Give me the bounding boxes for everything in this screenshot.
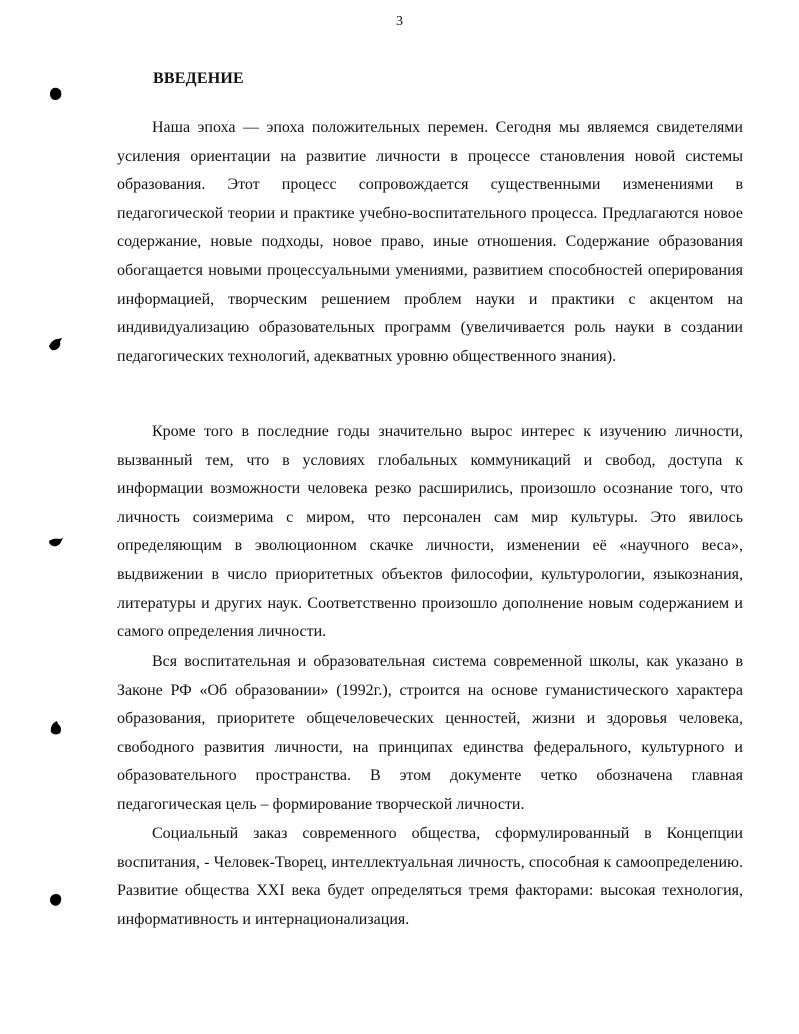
- paragraph-4: Социальный заказ современного общества, сформулированный в Концепции воспитания, - Человек-Творец, интеллектуальная личность, способная к самоопределению. Развитие общества XXI века будет определяться тремя факторами: высокая технология, информативность и интернационализация.: [117, 825, 743, 928]
- paragraph-1: Наша эпоха — эпоха положительных перемен. Сегодня мы являемся свидетелями усиления ориентации на развитие личности в процессе становления новой системы образования. Этот процесс сопровождается существенными изменениями в педагогической теории и практике учебно-воспитательного процесса. Предлагаются новое содержание, новые подходы, новое право, иные отношения. Содержание образования обогащается новыми процессуальными умениями, развитием способностей оперирования информацией, творческим решением проблем науки и практики с акцентом на индивидуализацию образовательных программ (увеличивается роль науки в создании педагогических технологий, адекватных уровню общественного знания).: [117, 119, 743, 365]
- paragraph-2: Кроме того в последние годы значительно вырос интерес к изучению личности, вызванный тем, что в условиях глобальных коммуникаций и свобод, доступа к информации возможности человека резко расширились, произошло осознание того, что личность соизмерима с миром, что персонален сам мир культуры. Это явилось определяющим в эволюционном скачке личности, изменении её «научного веса», выдвижении в число приоритетных объектов философии, культурологии, языкознания, литературы и других наук. Соответственно произошло дополнение новым содержанием и самого определения личности.: [117, 423, 743, 641]
- punch-hole-mark: [46, 334, 66, 354]
- paragraph-3: Вся воспитательная и образовательная система современной школы, как указано в Законе РФ «Об образовании» (1992г.), строится на основе гуманистического характера образования, приоритете общечеловеческих ценностей, жизни и здоровья человека, свободного развития личности, на принципах единства федерального, культурного и образовательного пространства. В этом документе четко обозначена главная педагогическая цель – формирование творческой личности.: [117, 653, 743, 813]
- punch-hole-mark: [46, 84, 66, 104]
- punch-hole-mark: [46, 532, 66, 552]
- punch-hole-mark: [46, 890, 66, 910]
- punch-hole-mark: [46, 718, 66, 738]
- page-number: 3: [396, 14, 403, 29]
- section-heading: ВВЕДЕНИЕ: [153, 70, 244, 87]
